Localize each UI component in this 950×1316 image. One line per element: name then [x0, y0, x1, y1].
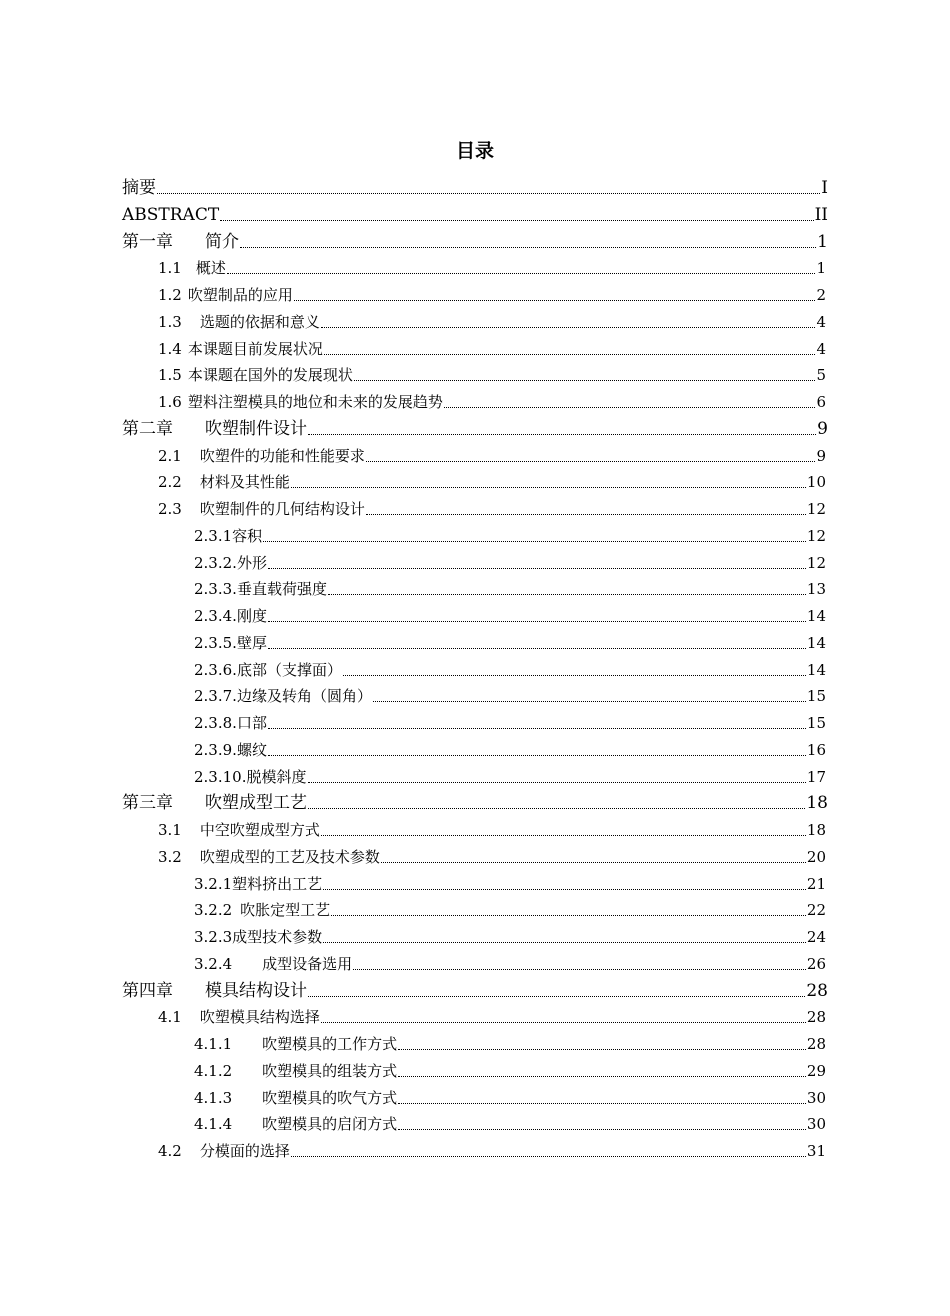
toc-entry-number: 3.2.4 — [194, 954, 233, 973]
toc-entry-label — [194, 1032, 397, 1056]
toc-entry-number: 1.4 — [158, 339, 182, 358]
dot-leader — [398, 1128, 806, 1130]
toc-entry[interactable] — [158, 444, 826, 468]
toc-entry-number: 4.1.3 — [194, 1088, 233, 1107]
toc-entry-page: 28 — [806, 1035, 826, 1053]
dot-leader — [308, 807, 805, 809]
toc-entry-number: 第一章 — [122, 231, 173, 252]
toc-entry-number: 2.3.10. — [194, 767, 247, 786]
toc-entry-title: 外形 — [236, 553, 267, 572]
toc-entry-label — [194, 658, 342, 682]
toc-entry-title: 本课题在国外的发展现状 — [187, 366, 353, 385]
toc-entry-label — [194, 524, 262, 548]
toc-entry-label — [158, 470, 290, 494]
dot-leader — [398, 1048, 806, 1050]
toc-entry[interactable] — [194, 952, 826, 976]
toc-entry[interactable] — [122, 791, 828, 815]
toc-entry-title: 吹塑制品的应用 — [187, 286, 293, 304]
toc-entry-label — [158, 283, 293, 307]
toc-entry-title: 垂直载荷强度 — [236, 580, 327, 599]
toc-entry-page: 13 — [806, 580, 826, 599]
toc-entry-page: 30 — [806, 1115, 826, 1134]
dot-leader — [268, 727, 806, 729]
toc-entry[interactable] — [158, 363, 826, 387]
toc-entry-title: 选题的依据和意义 — [199, 312, 320, 331]
toc-entry-page: 12 — [806, 526, 826, 545]
dot-leader — [220, 219, 813, 221]
toc-entry-number: 第四章 — [122, 980, 173, 1001]
toc-entry[interactable] — [158, 470, 826, 494]
toc-entry-label — [194, 1086, 397, 1110]
toc-entry-number: 2.3.7. — [194, 687, 237, 706]
toc-entry[interactable] — [194, 898, 826, 922]
toc-entry-title: 材料及其性能 — [199, 473, 290, 492]
toc-entry-page: 30 — [806, 1088, 826, 1107]
toc-entry-label — [122, 791, 307, 815]
dot-leader — [331, 914, 806, 916]
toc-entry-title: 摘要 — [122, 178, 156, 198]
toc-entry-number: 4.2 — [158, 1142, 182, 1160]
dot-leader — [353, 968, 806, 970]
toc-entry-number: 3.2 — [158, 847, 182, 866]
toc-entry-number: 2.3.3. — [194, 580, 237, 599]
toc-entry-page: 1 — [816, 259, 826, 278]
toc-entry-page: I — [821, 178, 828, 198]
toc-entry-page: 28 — [806, 980, 828, 1001]
toc-entry[interactable] — [194, 1032, 826, 1056]
dot-leader — [308, 995, 805, 997]
dot-leader — [321, 326, 816, 328]
toc-entry-label — [158, 444, 365, 468]
toc-entry-title: 吹塑模具的组装方式 — [262, 1061, 398, 1080]
dot-leader — [268, 567, 806, 569]
toc-entry-page: 15 — [806, 714, 826, 732]
toc-entry-number: 2.3 — [158, 500, 182, 518]
dot-leader — [268, 620, 806, 622]
toc-entry-number: 2.3.5. — [194, 633, 237, 652]
toc-entry-number: 第三章 — [122, 793, 173, 814]
toc-entry[interactable] — [194, 524, 826, 548]
toc-entry-label — [122, 417, 307, 441]
toc-entry-number: 3.2.3 — [194, 928, 233, 946]
toc-entry-number: 3.2.1 — [194, 874, 233, 893]
toc-entry-label — [194, 551, 267, 575]
toc-entry-label — [194, 925, 322, 949]
toc-entry[interactable] — [158, 310, 826, 334]
toc-entry-number: 2.3.4. — [194, 607, 237, 625]
toc-entry-page: 29 — [806, 1061, 826, 1080]
dot-leader — [324, 353, 816, 355]
toc-entry-label — [194, 738, 267, 762]
toc-entry-label — [194, 898, 330, 922]
dot-leader — [366, 460, 816, 462]
toc-entry-page: 24 — [806, 928, 826, 946]
toc-entry-page: 26 — [806, 954, 826, 973]
toc-entry[interactable] — [158, 1139, 826, 1163]
toc-entry-page: 22 — [806, 901, 826, 920]
dot-leader — [398, 1102, 806, 1104]
dot-leader — [157, 192, 820, 194]
toc-entry-number: 2.3.2. — [194, 553, 237, 572]
toc-entry-number: 1.5 — [158, 366, 182, 385]
toc-entry-label — [158, 256, 226, 280]
dot-leader — [321, 1021, 806, 1023]
toc-entry-page: 9 — [816, 446, 826, 465]
toc-entry-number: 2.3.1 — [194, 526, 233, 545]
toc-entry-page: 28 — [806, 1008, 826, 1027]
toc-entry[interactable] — [194, 1059, 826, 1083]
toc-entry-title: 概述 — [195, 259, 226, 278]
toc-entry[interactable] — [194, 765, 826, 789]
toc-entry-page: 20 — [806, 847, 826, 866]
toc-entry-page: 12 — [806, 553, 826, 572]
toc-entry-page: 14 — [806, 660, 826, 679]
toc-entry-page: 18 — [806, 821, 826, 839]
toc-entry-title: 简介 — [205, 231, 239, 252]
toc-entry-label — [194, 872, 322, 896]
toc-entry-title: 脱模斜度 — [246, 767, 307, 786]
toc-entry-label — [122, 203, 219, 227]
toc-entry-label — [194, 952, 352, 976]
toc-entry-title: 吹塑制件设计 — [205, 418, 307, 439]
toc-entry-label — [158, 390, 443, 414]
toc-entry-page: 2 — [816, 286, 826, 304]
toc-entry[interactable] — [158, 256, 826, 280]
toc-entry-page: 5 — [816, 366, 826, 385]
toc-entry-label — [194, 684, 372, 708]
toc-entry-title: 吹胀定型工艺 — [240, 901, 331, 920]
toc-entry-number: 第二章 — [122, 418, 173, 439]
toc-entry-label — [158, 818, 320, 842]
toc-entry-page: 4 — [816, 312, 826, 331]
dot-leader — [308, 781, 806, 783]
toc-entry[interactable] — [194, 738, 826, 762]
dot-leader — [323, 941, 806, 943]
dot-leader — [373, 700, 806, 702]
toc-entry-title: 成型技术参数 — [232, 928, 323, 946]
toc-entry-page: 14 — [806, 607, 826, 625]
toc-entry-label — [158, 845, 380, 869]
toc-entry[interactable] — [158, 337, 826, 361]
toc-entry-title: 吹塑件的功能和性能要求 — [199, 446, 365, 465]
toc-entry-title: 吹塑成型的工艺及技术参数 — [199, 847, 380, 866]
toc-entry-page: 16 — [806, 740, 826, 759]
toc-entry-title: 壁厚 — [236, 633, 267, 652]
toc-entry-label — [194, 604, 267, 628]
dot-leader — [381, 861, 806, 863]
toc-entry-number: 2.3.9. — [194, 740, 237, 759]
toc-entry-title: 吹塑模具的启闭方式 — [262, 1115, 398, 1134]
toc-entry[interactable] — [158, 1005, 826, 1029]
toc-entry-number: 2.3.8. — [194, 714, 237, 732]
toc-entry-title: 本课题目前发展状况 — [187, 339, 323, 358]
toc-entry-page: 4 — [816, 339, 826, 358]
dot-leader — [294, 299, 816, 301]
toc-entry-title: 螺纹 — [236, 740, 267, 759]
page-title: 目录 — [455, 140, 494, 162]
toc-entry-label — [122, 979, 307, 1003]
toc-entry[interactable] — [122, 417, 828, 441]
toc-entry-page: II — [814, 204, 828, 225]
toc-entry-label — [194, 765, 307, 789]
toc-entry-number: 4.1.4 — [194, 1115, 233, 1134]
toc-entry-title: 分模面的选择 — [199, 1142, 290, 1160]
toc-entry-title: 吹塑制件的几何结构设计 — [199, 500, 365, 518]
dot-leader — [291, 1155, 806, 1157]
toc-entry-label — [158, 310, 320, 334]
dot-leader — [321, 834, 806, 836]
toc-entry[interactable] — [194, 711, 826, 735]
toc-entry-number: 2.3.6. — [194, 660, 237, 679]
toc-entry[interactable] — [122, 203, 828, 227]
toc-entry-page: 17 — [806, 767, 826, 786]
toc-entry[interactable] — [158, 845, 826, 869]
toc-entry-number: 2.2 — [158, 473, 182, 492]
toc-entry-page: 18 — [806, 793, 828, 814]
dot-leader — [343, 674, 806, 676]
toc-entry-title: 模具结构设计 — [205, 980, 307, 1001]
toc-entry-page: 6 — [816, 393, 826, 411]
toc-entry[interactable] — [194, 631, 826, 655]
toc-entry-page: 12 — [806, 500, 826, 518]
toc-entry[interactable] — [122, 230, 828, 254]
dot-leader — [240, 246, 816, 248]
toc-entry[interactable] — [122, 979, 828, 1003]
toc-entry-label — [122, 176, 156, 200]
toc-entry-page: 15 — [806, 687, 826, 706]
toc-entry[interactable] — [194, 577, 826, 601]
toc-entry-number: 1.2 — [158, 286, 182, 304]
dot-leader — [354, 379, 816, 381]
toc-entry[interactable] — [158, 818, 826, 842]
toc-entry-page: 9 — [817, 418, 828, 439]
toc-entry-title: 中空吹塑成型方式 — [199, 821, 320, 839]
toc-entry-title: 成型设备选用 — [262, 954, 353, 973]
dot-leader — [398, 1075, 806, 1077]
toc-entry-number: 4.1.2 — [194, 1061, 233, 1080]
dot-leader — [323, 888, 806, 890]
toc-entry-label — [158, 1139, 290, 1163]
toc-entry-label — [158, 497, 365, 521]
toc-entry[interactable] — [158, 283, 826, 307]
toc-entry-label — [194, 711, 267, 735]
toc-entry-page: 1 — [817, 231, 828, 252]
toc-entry-label — [194, 577, 327, 601]
toc-entry-number: 1.6 — [158, 393, 182, 411]
toc-entry-title: 吹塑模具结构选择 — [199, 1008, 320, 1027]
toc-entry-page: 31 — [806, 1142, 826, 1160]
toc-entry-label — [194, 631, 267, 655]
toc-entry-label — [194, 1112, 397, 1136]
toc-entry[interactable] — [122, 176, 828, 200]
toc-entry-number: 4.1 — [158, 1008, 182, 1027]
toc-entry[interactable] — [194, 872, 826, 896]
toc-entry-number: 1.1 — [158, 259, 182, 278]
toc-entry-title: 容积 — [232, 526, 263, 545]
toc-entry-number: 3.2.2 — [194, 901, 233, 920]
toc-entry-title: 刚度 — [236, 607, 267, 625]
toc-entry-label — [194, 1059, 397, 1083]
dot-leader — [268, 647, 806, 649]
toc-entry-page: 10 — [806, 473, 826, 492]
toc-entry-number: 4.1.1 — [194, 1035, 233, 1053]
dot-leader — [444, 406, 816, 408]
toc-entry-title: 吹塑模具的工作方式 — [262, 1035, 398, 1053]
dot-leader — [263, 540, 806, 542]
toc-entry-number: 3.1 — [158, 821, 182, 839]
toc-entry-label — [158, 337, 323, 361]
toc-entry-page: 14 — [806, 633, 826, 652]
toc-entry-label — [122, 230, 239, 254]
toc-entry[interactable] — [158, 497, 826, 521]
toc-entry-title: 吹塑模具的吹气方式 — [262, 1088, 398, 1107]
toc-entry[interactable] — [194, 658, 826, 682]
toc-entry-title: 吹塑成型工艺 — [205, 793, 307, 814]
toc-entry-title: 塑料注塑模具的地位和未来的发展趋势 — [187, 393, 443, 411]
toc-entry[interactable] — [194, 1086, 826, 1110]
toc-entry-label — [158, 363, 353, 387]
toc-entry-number: 1.3 — [158, 312, 182, 331]
dot-leader — [308, 433, 816, 435]
toc-entry[interactable] — [194, 684, 826, 708]
toc-entry[interactable] — [194, 925, 826, 949]
toc-entry-title: 边缘及转角（圆角） — [236, 687, 372, 706]
toc-entry[interactable] — [158, 390, 826, 414]
toc-entry-title: 塑料挤出工艺 — [232, 874, 323, 893]
dot-leader — [268, 754, 806, 756]
dot-leader — [366, 513, 806, 515]
toc-entry-title: 口部 — [236, 714, 267, 732]
dot-leader — [227, 272, 816, 274]
dot-leader — [328, 593, 806, 595]
toc-entry[interactable] — [194, 1112, 826, 1136]
toc-entry-number: 2.1 — [158, 446, 182, 465]
dot-leader — [291, 486, 806, 488]
toc-entry-title: 底部（支撑面） — [236, 660, 342, 679]
toc-entry[interactable] — [194, 604, 826, 628]
toc-entry-page: 21 — [806, 874, 826, 893]
toc-entry[interactable] — [194, 551, 826, 575]
toc-entry-label — [158, 1005, 320, 1029]
toc-entry-title: ABSTRACT — [122, 204, 220, 225]
